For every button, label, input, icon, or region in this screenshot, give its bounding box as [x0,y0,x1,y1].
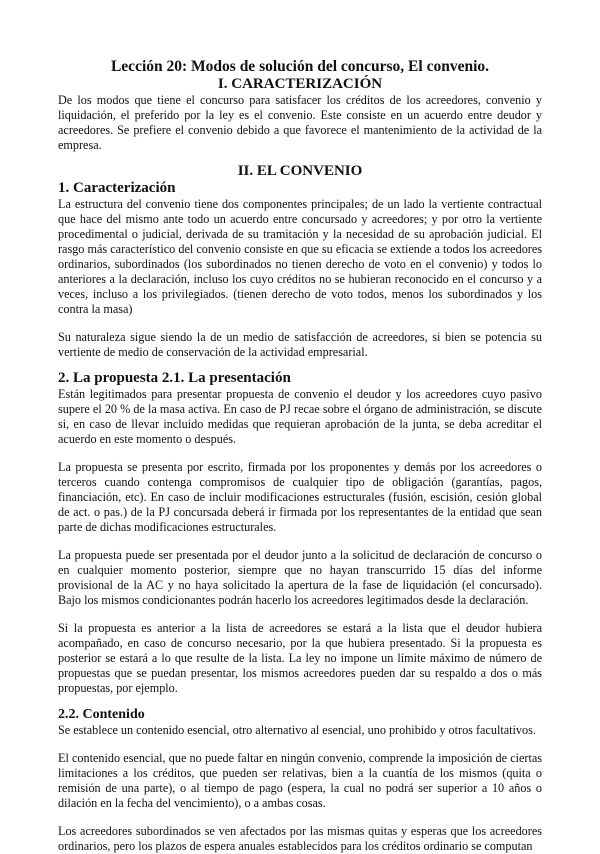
section-heading-caracterizacion: I. CARACTERIZACIÓN [217,76,383,92]
section-heading-convenio: II. EL CONVENIO [237,163,363,179]
paragraph: El contenido esencial, que no puede faltar en ningún convenio, comprende la imposición de ciertas limitaciones a los créditos, que pueden ser relativas, bien a la cuantía de los mismos (quita o remisión de una parte), o al tiempo de pago (espera, la cual no podrá ser superior a 10 años o dilación en la fecha del vencimiento), o a ambas cosas. [58,751,542,810]
paragraph: La propuesta puede ser presentada por el deudor junto a la solicitud de declaración de concurso o en cualquier momento posterior, siempre que no hayan transcurrido 15 días del informe provisional de la AC y no haya solicitado la apertura de la fase de liquidación (el concursado). Bajo los mismos condicionantes podrán hacerlo los acreedores legitimados desde la declaración. [58,548,542,607]
page-title: Lección 20: Modos de solución del concurso, El convenio. [110,58,490,75]
paragraph: La propuesta se presenta por escrito, firmada por los proponentes y demás por los acreedores o terceros cuando contenga compromisos de cualquier tipo de obligación (garantías, pagos, financiación, etc). En caso de incluir modificaciones estructurales (fusión, escisión, cesión global de act. o pas.) de la PJ concursada deberá ir firmada por los representantes de la entidad que sean parte de dichas modificaciones estructurales. [58,460,542,534]
paragraph: De los modos que tiene el concurso para satisfacer los créditos de los acreedores, convenio y liquidación, el preferido por la ley es el convenio. Este consiste en un acuerdo entre deudor y acreedores. Se prefiere el convenio debido a que favorece el mantenimiento de la actividad de la empresa. [58,93,542,152]
subheading-propuesta: 2. La propuesta 2.1. La presentación [58,370,291,386]
paragraph: Están legitimados para presentar propuesta de convenio el deudor y los acreedores cuyo pasivo supere el 20 % de la masa activa. En caso de PJ recae sobre el órgano de administración, se discute si, en caso de llevar incluido medidas que requieran aprobación de la junta, se deba acreditar el acuerdo en este momento o después. [58,387,542,446]
paragraph: Su naturaleza sigue siendo la de un medio de satisfacción de acreedores, si bien se potencia su vertiente de medio de conservación de la actividad empresarial. [58,330,542,359]
paragraph: Los acreedores subordinados se ven afectados por las mismas quitas y esperas que los acreedores ordinarios, pero los plazos de espera anuales establecidos para los créditos ordinario se computan [58,824,542,853]
paragraph: Se establece un contenido esencial, otro alternativo al esencial, uno prohibido y otros facultativos. [58,723,536,737]
paragraph: Si la propuesta es anterior a la lista de acreedores se estará a la lista que el deudor hubiera acompañado, en caso de concurso necesario, por la que hubiera presentado. Si la propuesta es posterior se estará a lo que resulte de la lista. La ley no impone un límite máximo de número de propuestas que se puedan presentar, los mismos acreedores pueden dar su respaldo a dos o más propuestas, por ejemplo. [58,621,542,695]
paragraph: La estructura del convenio tiene dos componentes principales; de un lado la vertiente contractual que hace del mismo ante todo un acuerdo entre concursado y acreedores; y por otro la vertiente procedimental o judicial, derivada de su tramitación y la necesidad de su aprobación judicial. El rasgo más característico del convenio consiste en que su eficacia se extiende a todos los acreedores ordinarios, subordinados (los subordinados no tienen derecho de voto en el convenio) y todos lo anteriores a la declaración, incluso los cuyo créditos no se hubieran reconocido en el concurso y a veces, incluso a los privilegiados. (tienen derecho de voto todos, menos los subordinados y los contra la masa) [58,197,542,316]
subheading-contenido: 2.2. Contenido [58,707,145,722]
subheading-caracterizacion: 1. Caracterización [58,180,176,196]
